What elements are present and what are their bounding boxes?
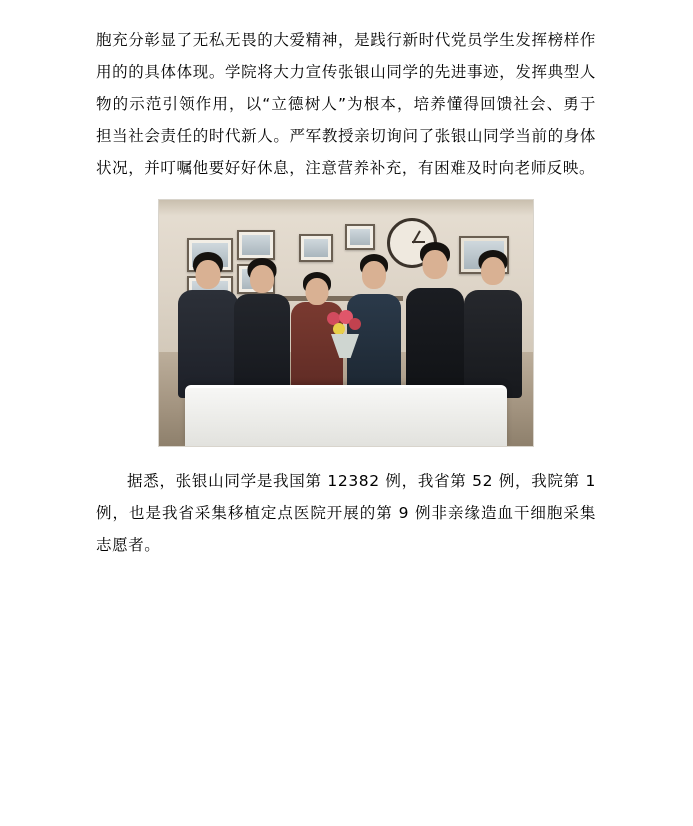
picture-frame-icon (345, 224, 375, 250)
photo-person-head (362, 261, 386, 289)
photo-person-torso (406, 288, 464, 398)
photo-person-head (481, 257, 505, 285)
photo-wall-shadow (159, 200, 533, 216)
photo-person (177, 248, 239, 398)
photo-person-torso (234, 294, 290, 398)
document-body (96, 8, 596, 577)
photo-person-head (250, 265, 274, 293)
photo-person (233, 250, 291, 398)
paragraph-1: 胞充分彰显了无私无畏的大爱精神，是践行新时代党员学生发挥榜样作用的的具体体现。学院将大力宣传张银山同学的先进事迹，发挥典型人物的示范引领作用，以“立德树人”为根本，培养懂得回馈社会、勇于担当社会责任的时代新人。严军教授亲切询问了张银山同学当前的身体状况，并叮嘱他要好好休息，注意营养补充，有困难及时向老师反映。 (96, 30, 596, 177)
photo-person-head (306, 278, 329, 305)
figure-container (96, 199, 596, 447)
photo-person (405, 242, 465, 398)
photo-person-head (423, 250, 448, 279)
white-table (185, 385, 507, 446)
photo-person-head (196, 260, 221, 289)
photo-person-torso (464, 290, 522, 398)
photo-person (463, 246, 523, 398)
bouquet-icon (325, 310, 365, 354)
paragraph-2: 据悉，张银山同学是我国第 12382 例，我省第 52 例，我院第 1 例，也是我省采集移植定点医院开展的第 9 例非亲缘造血干细胞采集志愿者。 (96, 472, 596, 554)
photo-person-torso (178, 290, 238, 398)
group-photo (158, 199, 534, 447)
